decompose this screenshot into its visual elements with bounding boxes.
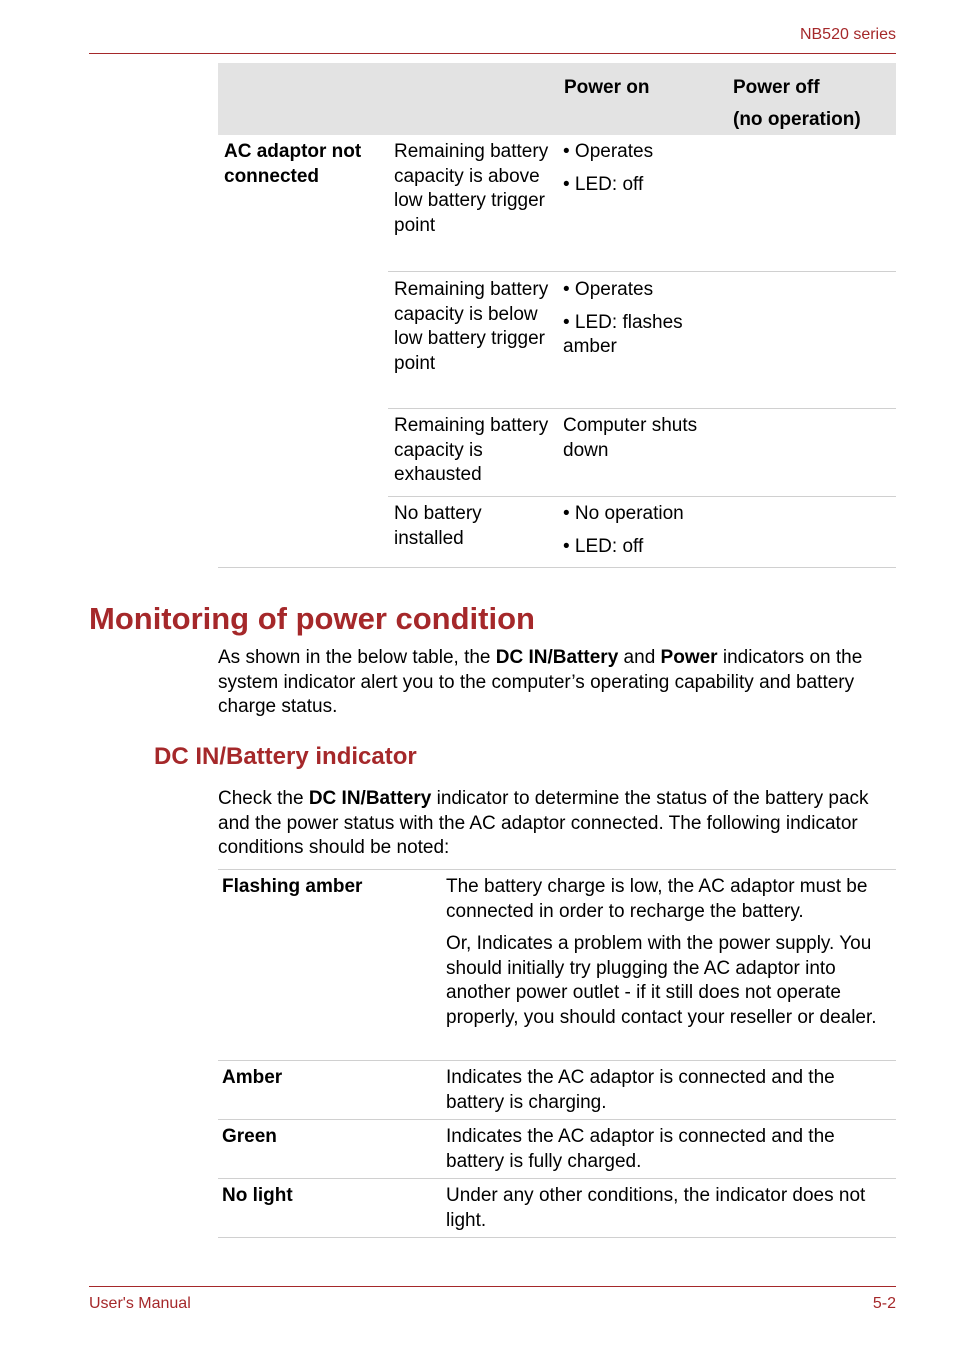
- subsection-title: DC IN/Battery indicator: [154, 743, 417, 770]
- indicator-table: [218, 869, 896, 1238]
- power-state-table: [218, 63, 896, 568]
- indicator-state: Amber: [222, 1067, 283, 1088]
- footer-manual-title: User's Manual: [89, 1295, 191, 1312]
- condition-cell: Remaining battery capacity is below low battery trigger point: [394, 279, 549, 374]
- power-on-cell: [563, 502, 723, 559]
- power-on-line: • Operates: [563, 279, 654, 300]
- footer-rule: [89, 1286, 896, 1287]
- section-title: Monitoring of power condition: [89, 601, 535, 636]
- group-label-ac-not-connected: AC adaptor not connected: [224, 141, 362, 187]
- power-on-cell: [563, 140, 723, 197]
- power-on-cell: [563, 278, 723, 360]
- power-on-line: • Operates: [563, 141, 654, 162]
- description-text: Indicates the AC adaptor is connected and the battery is fully charged.: [446, 1126, 835, 1172]
- description-text: Indicates the AC adaptor is connected and the battery is charging.: [446, 1067, 835, 1113]
- condition-cell: Remaining battery capacity is above low battery trigger point: [394, 141, 549, 236]
- description-text: Or, Indicates a problem with the power supply. You should initially try plugging the AC adaptor into another power outlet - if it still does not operate properly, you should contact your reseller or dealer.: [446, 933, 877, 1028]
- table-row: [218, 1119, 896, 1178]
- description-text: The battery charge is low, the AC adaptor must be connected in order to recharge the battery.: [446, 876, 868, 922]
- row-divider: [388, 496, 896, 497]
- power-on-cell: Computer shuts down: [563, 415, 698, 461]
- indicator-state: No light: [222, 1185, 293, 1206]
- indicator-description: [446, 1120, 896, 1182]
- power-on-line: • LED: off: [563, 173, 644, 195]
- col-header-power-off: [733, 72, 861, 136]
- header-rule: [89, 53, 896, 54]
- table-row: [218, 869, 896, 1060]
- power-table-header: [218, 63, 896, 135]
- power-on-line: • No operation: [563, 503, 684, 524]
- condition-cell: Remaining battery capacity is exhausted: [394, 415, 549, 485]
- col-header-power-off-line2: (no operation): [733, 109, 861, 130]
- col-header-power-off-line1: Power off: [733, 77, 820, 98]
- subsection-intro: Check the DC IN/Battery indicator to determine the status of the battery pack and the power status with the AC adaptor connected. The following indicator conditions should be noted:: [218, 788, 869, 858]
- col-header-power-on: Power on: [564, 77, 650, 98]
- indicator-state: Flashing amber: [222, 876, 363, 897]
- table-row: [218, 1178, 896, 1238]
- table-row: [218, 1060, 896, 1119]
- section-intro: As shown in the below table, the DC IN/Battery and Power indicators on the system indicator alert you to the computer’s operating capability and battery charge status.: [218, 647, 863, 717]
- power-on-line: • LED: flashes amber: [563, 311, 683, 357]
- page-number: 5-2: [872, 1295, 896, 1312]
- running-header-series: NB520 series: [799, 26, 896, 43]
- row-divider: [388, 271, 896, 272]
- indicator-description: [446, 870, 896, 1038]
- indicator-description: [446, 1179, 896, 1241]
- indicator-description: [446, 1061, 896, 1123]
- description-text: Under any other conditions, the indicator does not light.: [446, 1185, 866, 1231]
- condition-cell: No battery installed: [394, 503, 482, 549]
- table-bottom-rule: [218, 567, 896, 568]
- row-divider: [388, 408, 896, 409]
- indicator-state: Green: [222, 1126, 277, 1147]
- power-on-line: • LED: off: [563, 535, 644, 557]
